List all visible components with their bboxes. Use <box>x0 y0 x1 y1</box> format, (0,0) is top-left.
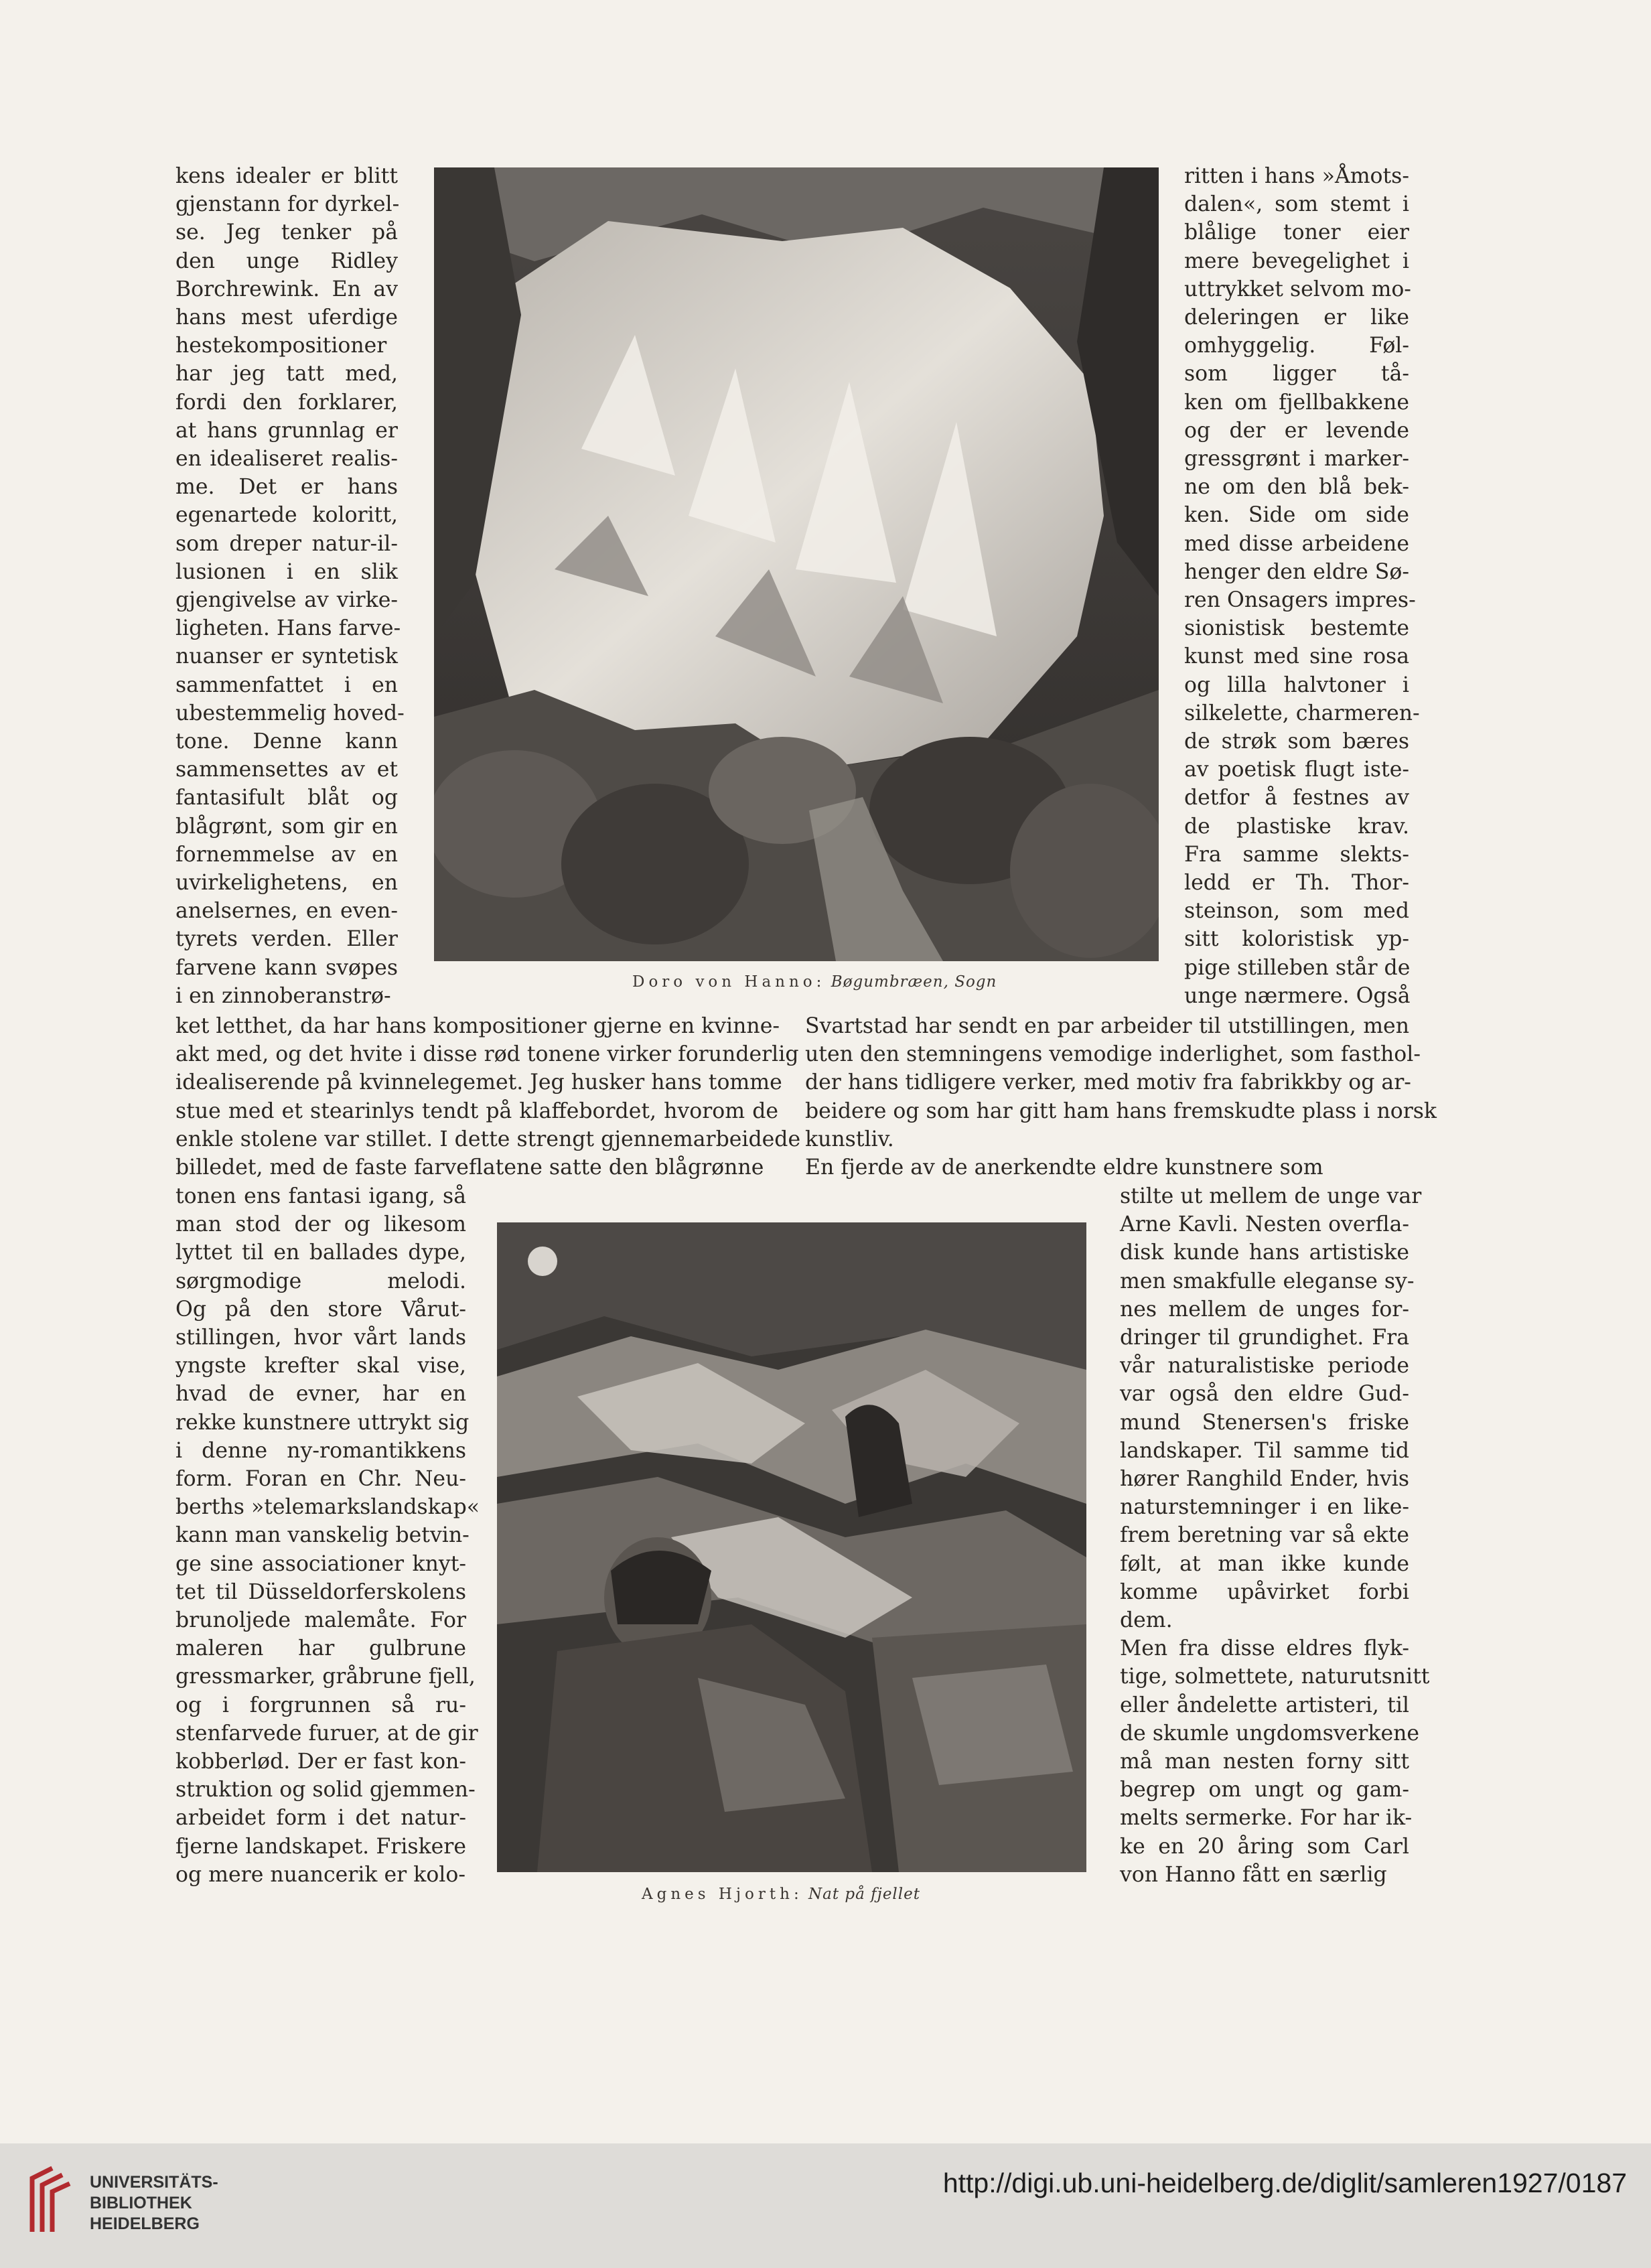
text-line: og mere nuancerik er kolo- <box>175 1862 465 1887</box>
text-line: ligheten. Hans farve- <box>175 616 401 641</box>
text-line: i en zinnoberanstrø- <box>175 983 391 1008</box>
text-line: kobberlød. Der er fast kon- <box>175 1750 466 1774</box>
text-line: var også den eldre Gud- <box>1120 1382 1409 1407</box>
text-line: der hans tidligere verker, med motiv fra fabrikkby og ar- <box>805 1070 1411 1095</box>
text-line: som dreper natur-il- <box>175 531 398 556</box>
text-line: og lilla halvtoner i <box>1184 672 1409 697</box>
text-line: Og på den store Vårut- <box>175 1297 466 1322</box>
text-line: von Hanno fått en særlig <box>1120 1862 1387 1887</box>
text-line: hvad de evner, har en <box>175 1382 466 1407</box>
text-line: naturstemninger i en like- <box>1120 1495 1409 1520</box>
text-line: nuanser er syntetisk <box>175 644 398 669</box>
text-line: gjenstann for dyrkel- <box>175 192 400 217</box>
text-line: fjerne landskapet. Friskere <box>175 1834 466 1859</box>
text-line: frem beretning var så ekte <box>1120 1523 1409 1548</box>
text-line: må man nesten forny sitt <box>1120 1750 1409 1774</box>
text-line: farvene kann svøpes <box>175 955 398 980</box>
text-line: kens idealer er blitt <box>175 164 398 188</box>
text-line: hestekompositioner <box>175 334 387 358</box>
text-line: Arne Kavli. Nesten overfla- <box>1120 1212 1409 1237</box>
text-line: detfor å festnes av <box>1184 786 1409 810</box>
text-line: lyttet til en ballades dype, <box>175 1241 466 1265</box>
painting-glacier <box>434 167 1159 961</box>
text-line: de plastiske krav. <box>1184 814 1409 839</box>
library-logo-icon[interactable] <box>25 2165 72 2239</box>
text-line: med disse arbeidene <box>1184 531 1409 556</box>
text-line: de strøk som bæres <box>1184 729 1409 754</box>
text-line: gjengivelse av virke- <box>175 588 398 613</box>
text-line: eller åndelette artisteri, til <box>1120 1693 1409 1717</box>
text-line: Men fra disse eldres flyk- <box>1120 1636 1409 1661</box>
text-line: og i forgrunnen så ru- <box>175 1693 466 1717</box>
library-line-3: HEIDELBERG <box>90 2214 200 2233</box>
text-line: som ligger tå- <box>1184 362 1409 386</box>
text-line: berths »telemarkslandskap« <box>175 1495 480 1520</box>
library-name[interactable] <box>90 2172 218 2235</box>
text-line: ken om fjellbakkene <box>1184 390 1409 415</box>
text-line: stillingen, hvor vårt lands <box>175 1326 466 1350</box>
text-line: rekke kunstnere uttrykt sig <box>175 1410 470 1435</box>
text-line: sammenfattet i en <box>175 672 398 697</box>
text-line: sionistisk bestemte <box>1184 616 1409 641</box>
text-line: se. Jeg tenker på <box>175 220 398 245</box>
text-line: Fra samme slekts- <box>1184 842 1409 867</box>
text-column-right-top <box>1184 162 1420 1010</box>
text-line: komme upåvirket forbi <box>1120 1579 1409 1604</box>
text-line: ge sine associationer knyt- <box>175 1551 466 1576</box>
text-line: silkelette, charmeren- <box>1184 701 1420 725</box>
text-line: stue med et stearinlys tendt på klaffebordet, hvorom de <box>175 1098 778 1123</box>
text-line: stenfarvede furuer, at de gir <box>175 1721 478 1746</box>
text-line: begrep om ungt og gam- <box>1120 1778 1409 1802</box>
text-line: kunst med sine rosa <box>1184 644 1409 669</box>
text-line: ritten i hans »Åmots- <box>1184 164 1409 188</box>
text-line: ne om den blå bek- <box>1184 475 1409 500</box>
text-line: uten den stemningens vemodige inderlighet, som fasthol- <box>805 1042 1421 1067</box>
text-line: tyrets verden. Eller <box>175 927 398 952</box>
text-line: blålige toner eier <box>1184 220 1409 245</box>
text-line: dem. <box>1120 1608 1173 1633</box>
text-line: ren Onsagers impres- <box>1184 588 1416 613</box>
text-line: sørgmodige melodi. <box>175 1269 466 1293</box>
text-line: de skumle ungdomsverkene <box>1120 1721 1420 1746</box>
text-line: En fjerde av de anerkendte eldre kunstnere som <box>805 1155 1323 1180</box>
text-line: ke en 20 åring som Carl <box>1120 1834 1409 1859</box>
text-line: pige stilleben står de <box>1184 955 1411 980</box>
text-column-left-bottom <box>175 1182 480 1889</box>
text-line: stilte ut mellem de unge var <box>1120 1184 1422 1208</box>
text-line: tet til Düsseldorferskolens <box>175 1579 466 1604</box>
text-line: mere bevegelighet i <box>1184 249 1409 273</box>
text-line: gressgrønt i marker- <box>1184 447 1409 472</box>
text-line: ken. Side om side <box>1184 503 1409 528</box>
text-line: vår naturalistiske periode <box>1120 1354 1409 1378</box>
text-line: henger den eldre Sø- <box>1184 559 1409 584</box>
text-line: arbeidet form i det natur- <box>175 1806 466 1831</box>
text-line: lusionen i en slik <box>175 559 398 584</box>
text-line: form. Foran en Chr. Neu- <box>175 1467 466 1492</box>
caption-glacier <box>632 973 997 991</box>
text-line: idealiserende på kvinnelegemet. Jeg husker hans tomme <box>175 1070 782 1095</box>
text-line: brunoljede malemåte. For <box>175 1608 466 1633</box>
caption-artist: Agnes Hjorth: <box>642 1886 803 1903</box>
library-line-1: UNIVERSITÄTS- <box>90 2173 218 2192</box>
caption-night <box>642 1886 920 1903</box>
text-line: akt med, og det hvite i disse rød tonene virker forunderlig <box>175 1042 799 1067</box>
text-line: tone. Denne kann <box>175 729 398 754</box>
caption-artist: Doro von Hanno: <box>632 973 826 991</box>
text-middle-left <box>175 1012 801 1182</box>
text-line: sammensettes av et <box>175 758 398 782</box>
library-line-2: BIBLIOTHEK <box>90 2194 192 2212</box>
text-column-left-top <box>175 162 405 1010</box>
text-line: tonen ens fantasi igang, så <box>175 1184 466 1208</box>
text-line: nes mellem de unges for- <box>1120 1297 1409 1322</box>
text-line: Svartstad har sendt en par arbeider til utstillingen, men <box>805 1014 1409 1038</box>
text-line: og der er levende <box>1184 418 1409 443</box>
text-line: den unge Ridley <box>175 249 398 273</box>
text-line: enkle stolene var stillet. I dette strengt gjennemarbeidede <box>175 1127 801 1151</box>
text-line: fornemmelse av en <box>175 842 398 867</box>
text-line: hører Ranghild Ender, hvis <box>1120 1467 1409 1492</box>
text-line: ledd er Th. Thor- <box>1184 871 1409 896</box>
text-line: tige, solmettete, naturutsnitt <box>1120 1664 1430 1689</box>
text-line: maleren har gulbrune <box>175 1636 466 1661</box>
text-line: hans mest uferdige <box>175 305 398 330</box>
text-line: deleringen er like <box>1184 305 1409 330</box>
text-line: dalen«, som stemt i <box>1184 192 1409 217</box>
text-line: en idealiseret realis- <box>175 447 398 472</box>
text-line: unge nærmere. Også <box>1184 983 1411 1008</box>
caption-title: Bøgumbræen, Sogn <box>831 973 997 991</box>
footer-bar <box>0 2143 1651 2268</box>
text-line: anelsernes, en even- <box>175 899 398 924</box>
text-line: følt, at man ikke kunde <box>1120 1551 1409 1576</box>
text-column-right-bottom <box>1120 1182 1430 1889</box>
text-line: sitt koloristisk yp- <box>1184 927 1409 952</box>
text-line: me. Det er hans <box>175 475 398 500</box>
text-line: uttrykket selvom mo- <box>1184 277 1411 301</box>
text-line: disk kunde hans artistiske <box>1120 1241 1409 1265</box>
text-line: landskaper. Til samme tid <box>1120 1438 1409 1463</box>
text-line: melts sermerke. For har ik- <box>1120 1806 1413 1831</box>
text-line: struktion og solid gjemmen- <box>175 1778 476 1802</box>
text-line: beidere og som har gitt ham hans fremskudte plass i norsk <box>805 1098 1437 1123</box>
text-line: ubestemmelig hoved- <box>175 701 405 725</box>
text-line: egenartede koloritt, <box>175 503 398 528</box>
text-line: man stod der og likesom <box>175 1212 466 1237</box>
text-line: uvirkelighetens, en <box>175 871 398 896</box>
caption-title: Nat på fjellet <box>808 1886 920 1903</box>
text-line: yngste krefter skal vise, <box>175 1354 466 1378</box>
text-middle-right <box>805 1012 1437 1182</box>
text-line: dringer til grundighet. Fra <box>1120 1326 1409 1350</box>
text-line: av poetisk flugt iste- <box>1184 758 1409 782</box>
text-line: kann man vanskelig betvin- <box>175 1523 470 1548</box>
text-line: har jeg tatt med, <box>175 362 398 386</box>
source-url-link[interactable]: http://digi.ub.uni-heidelberg.de/diglit/samleren1927/0187 <box>942 2168 1627 2198</box>
text-line: mund Stenersen's friske <box>1120 1410 1409 1435</box>
text-line: omhyggelig. Føl- <box>1184 334 1409 358</box>
text-line: at hans grunnlag er <box>175 418 398 443</box>
text-line: Borchrewink. En av <box>175 277 398 301</box>
text-line: i denne ny-romantikkens <box>175 1438 466 1463</box>
text-line: men smakfulle eleganse sy- <box>1120 1269 1415 1293</box>
text-line: ket letthet, da har hans kompositioner gjerne en kvinne- <box>175 1014 780 1038</box>
text-line: billedet, med de faste farveflatene satte den blågrønne <box>175 1155 764 1180</box>
text-line: blågrønt, som gir en <box>175 814 398 839</box>
text-line: fordi den forklarer, <box>175 390 398 415</box>
painting-night-mountain <box>497 1222 1086 1872</box>
text-line: steinson, som med <box>1184 899 1409 924</box>
text-line: gressmarker, gråbrune fjell, <box>175 1664 476 1689</box>
text-line: fantasifult blåt og <box>175 786 398 810</box>
text-line: kunstliv. <box>805 1127 894 1151</box>
